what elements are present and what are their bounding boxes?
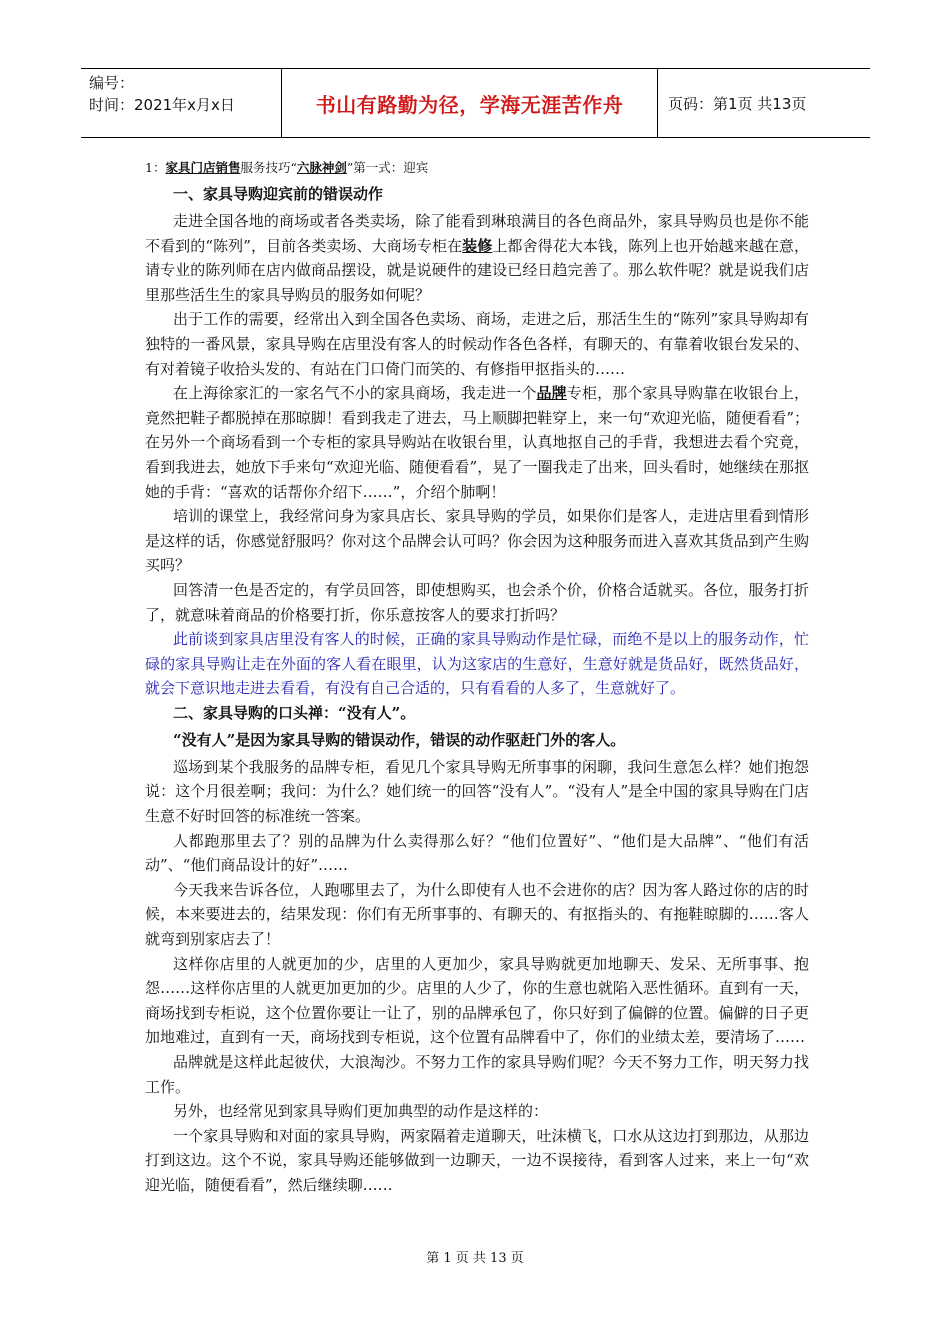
paragraph-6-highlight: 此前谈到家具店里没有客人的时候，正确的家具导购动作是忙碌，而绝不是以上的服务动作，忙碌的家具导购让走在外面的客人看在眼里，认为这家店的生意好，生意好就是货品好，既然货品好，就会下意识地走进去看看，有没有自己合适的，只有看看的人多了，生意就好了。 [145,630,809,698]
page-footer: 第 1 页 共 13 页 [426,1251,524,1266]
paragraph-3-text-c: 专柜，那个家具导购靠在收银台上，竟然把鞋子都脱掉在那晾脚！看到我走了进去，马上顺脚把鞋穿上，来一句“欢迎光临，随便看看”；在另外一个商场看到一个专柜的家具导购站在收银台里，认真地抠自己的手背，我想进去看个究竟，看到我进去，她放下手来句“欢迎光临、随便看看”，晃了一圈我走了出来，回头看时，她继续在那抠她的手背：“喜欢的话帮你介绍下……”，介绍个肺啊！ [145,384,809,501]
paragraph-1 [145,209,809,307]
paragraph-13: 一个家具导购和对面的家具导购，两家隔着走道聊天，吐沫横飞，口水从这边打到那边，从那边打到这边。这个不说，家具导购还能够做到一边聊天，一边不误接待，看到客人过来，来上一句“欢迎光临，随便看看”，然后继续聊…… [145,1126,809,1194]
page-header [81,68,870,138]
paragraph-8: 人都跑那里去了？别的品牌为什么卖得那么好？“他们位置好”、“他们是大品牌”、“他们有活动”、“他们商品设计的好”…… [145,831,809,875]
title-text-2: 服务技巧“ [240,160,297,175]
link-decoration[interactable]: 装修 [462,236,493,255]
header-motto: 书山有路勤为径，学海无涯苦作舟 [282,69,658,137]
section-heading-1: 一、家具导购迎宾前的错误动作 [173,185,384,203]
title-link-3[interactable]: 六脉神剑 [296,160,347,175]
paragraph-7: 巡场到某个我服务的品牌专柜，看见几个家具导购无所事事的闲聊，我问生意怎么样？她们抱怨说：这个月很差啊；我问：为什么？她们统一的回答“没有人”。“没有人”是全中国的家具导购在门店生意不好时回答的标准统一答案。 [145,757,809,826]
paragraph-5: 回答清一色是否定的，有学员回答，即使想购买，也会杀个价，价格合适就买。各位，服务打折了，就意味着商品的价格要打折，你乐意按客人的要求打折吗？ [145,580,809,624]
number-label: 编号： [89,74,135,92]
paragraph-11: 品牌就是这样此起彼伏，大浪淘沙。不努力工作的家具导购们呢？今天不努力工作，明天努力找工作。 [145,1053,809,1096]
link-brand[interactable]: 品牌 [536,384,567,403]
title-text-4: ”第一式：迎宾 [346,160,429,175]
header-page-label: 页码：第1页 共13页 [668,94,807,113]
paragraph-1-text-c: 上都舍得花大本钱，陈列上也开始越来越在意，请专业的陈列师在店内做商品摆设，就是说硬件的建设已经日趋完善了。那么软件呢？就是说我们店里那些活生生的家具导购员的服务如何呢？ [145,236,809,304]
document-title [145,158,809,178]
paragraph-10: 这样你店里的人就更加的少，店里的人更加少，家具导购就更加地聊天、发呆、无所事事、抱怨……这样你店里的人就更加更加的少。店里的人少了，你的生意也就陷入恶性循环。直到有一天，商场找到专柜说，这个位置你要让一让了，别的品牌承包了，你只好到了偏僻的位置。偏僻的日子更加地难过，直到有一天，商场找到专柜说，这个位置有品牌看中了，你们的业绩太差，要清场了…… [145,954,809,1047]
header-meta [81,69,282,137]
paragraph-1-text-a: 走进全国各地的商场或者各类卖场，除了能看到琳琅满目的各色商品外，家具导购员也是你不能不看到的“陈列”，目前各类卖场、大商场专柜在 [145,212,809,255]
section-subheading-2: “没有人”是因为家具导购的错误动作，错误的动作驱赶门外的客人。 [173,730,626,749]
paragraph-12: 另外，也经常见到家具导购们更加典型的动作是这样的： [173,1102,549,1121]
paragraph-4: 培训的课堂上，我经常问身为家具店长、家具导购的学员，如果你们是客人，走进店里看到情形是这样的话，你感觉舒服吗？你对这个品牌会认可吗？你会因为这种服务而进入喜欢其货品到产生购买吗？ [145,507,809,575]
document-body [145,158,809,1198]
paragraph-3 [145,381,809,504]
paragraph-9: 今天我来告诉各位，人跑哪里去了，为什么即使有人也不会进你的店？因为客人路过你的店的时候，本来要进去的，结果发现：你们有无所事事的、有聊天的、有抠指头的、有拖鞋晾脚的……客人就弯到别家店去了！ [145,880,809,949]
paragraph-2: 出于工作的需要，经常出入到全国各色卖场、商场，走进之后，那活生生的“陈列”家具导购却有独特的一番风景，家具导购在店里没有客人的时候动作各色各样，有聊天的、有靠着收银台发呆的、有对着镜子收拾头发的、有站在门口倚门而笑的、有修指甲抠指头的…… [145,310,809,378]
section-heading-2: 二、家具导购的口头禅：“没有人”。 [173,703,416,722]
time-label: 时间：2021年x月x日 [89,96,235,114]
paragraph-3-text-a: 在上海徐家汇的一家名气不小的家具商场，我走进一个 [173,384,537,403]
title-prefix: 1： [145,160,166,175]
title-link-1[interactable]: 家具门店销售 [165,160,241,175]
